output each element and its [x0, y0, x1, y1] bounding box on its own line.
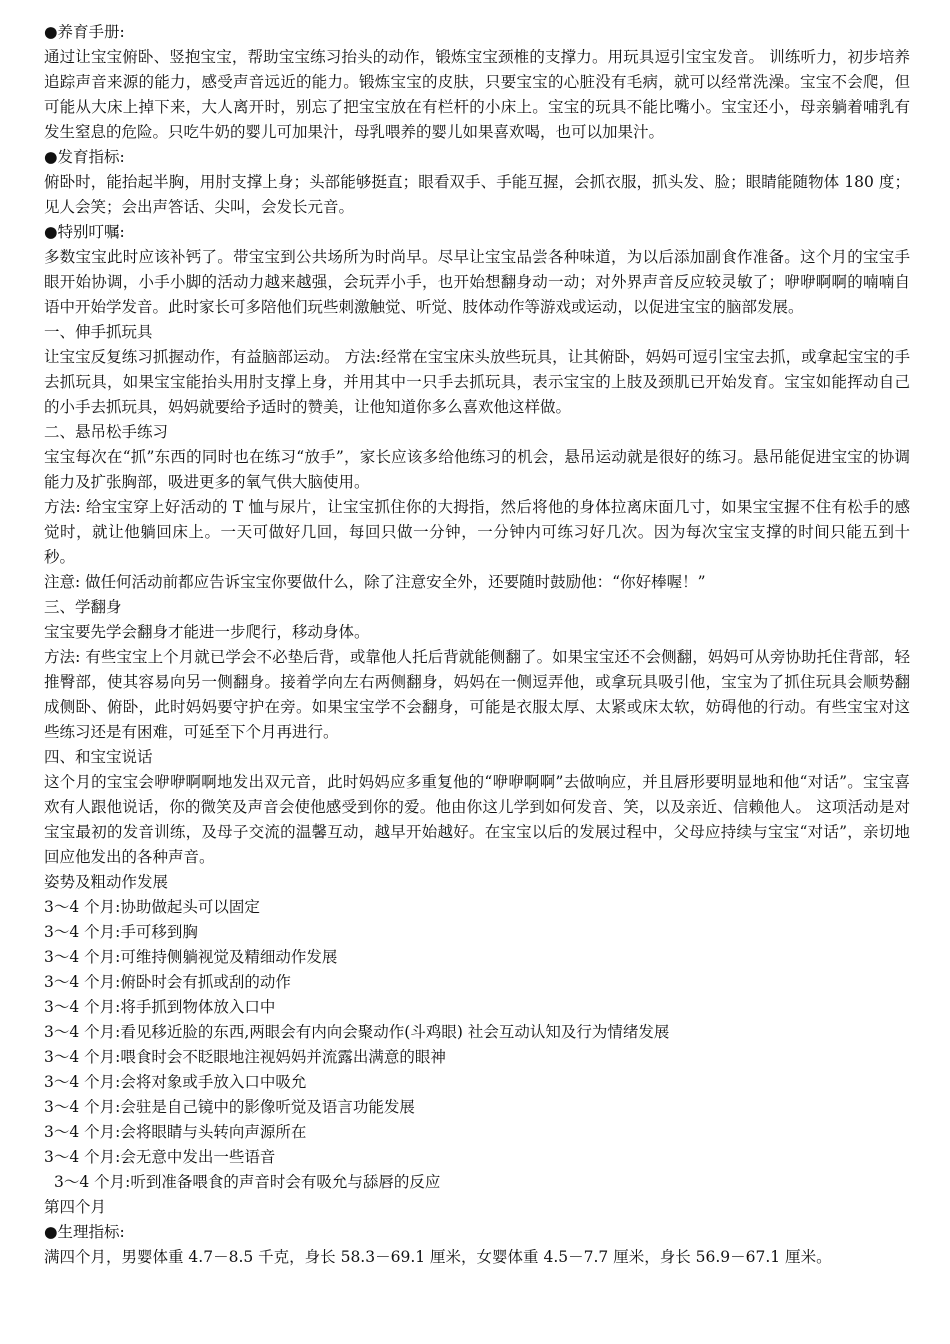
heading-posture-motor-development: 姿势及粗动作发展 [44, 873, 169, 891]
paragraph-parenting-handbook: 通过让宝宝俯卧、竖抱宝宝，帮助宝宝练习抬头的动作，锻炼宝宝颈椎的支撑力。用玩具逗引宝宝发音。 训练听力，初步培养追踪声音来源的能力，感受声音远近的能力。锻炼宝宝的皮肤，只要宝宝的心脏没有毛病，就可以经常洗澡。宝宝不会爬，但可能从大床上掉下来，大人离开时，别忘了把宝宝放在有栏杆的小床上。宝宝的玩具不能比嘴小。宝宝还小，母亲躺着哺乳有发生窒息的危险。只吃牛奶的婴儿可加果汁，母乳喂养的婴儿如果喜欢喝，也可以加果汁。 [44, 48, 910, 141]
heading-fourth-month: 第四个月 [44, 1198, 107, 1216]
paragraph-talk-with-baby: 这个月的宝宝会咿咿啊啊地发出双元音，此时妈妈应多重复他的“咿咿啊啊”去做响应，并且唇形要明显地和他“对话”。宝宝喜欢有人跟他说话，你的微笑及声音会使他感受到你的爱。他由你这儿学到如何发音、笑，以及亲近、信赖他人。 这项活动是对宝宝最初的发音训练，及母子交流的温馨互动，越早开始越好。在宝宝以后的发展过程中，父母应持续与宝宝“对话”，亲切地回应他发出的各种声音。 [44, 773, 910, 866]
list-item: 3～4 个月:会将眼睛与头转向声源所在 [44, 1123, 307, 1141]
paragraph-roll-method: 方法: 有些宝宝上个月就已学会不必垫后背，或靠他人托后背就能侧翻了。如果宝宝还不会侧翻，妈妈可从旁协助托住背部，轻推臀部，使其容易向另一侧翻身。接着学向左右两侧翻身，妈妈在一侧逗弄他，或拿玩具吸引他，宝宝为了抓住玩具会顺势翻成侧卧、俯卧，此时妈妈要守护在旁。如果宝宝学不会翻身，可能是衣服太厚、太紧或床太软，妨碍他的行动。有些宝宝对这些练习还是有困难，可延至下个月再进行。 [44, 648, 910, 741]
section-heading-physiological-indicators: ●生理指标: [44, 1223, 125, 1241]
list-item: 3～4 个月:可维持侧躺视觉及精细动作发展 [44, 948, 338, 966]
list-item: 3～4 个月:会将对象或手放入口中吸允 [44, 1073, 307, 1091]
list-item: 3～4 个月:会无意中发出一些语音 [44, 1148, 276, 1166]
section-heading-parenting-handbook: ●养育手册: [44, 23, 125, 41]
list-item: 3～4 个月:喂食时会不眨眼地注视妈妈并流露出满意的眼神 [44, 1048, 446, 1066]
heading-learn-to-roll: 三、学翻身 [44, 598, 122, 616]
section-heading-special-reminder: ●特别叮嘱: [44, 223, 125, 241]
paragraph-development-indicators: 俯卧时，能抬起半胸，用肘支撑上身；头部能够挺直；眼看双手、手能互握，会抓衣服，抓头发、脸；眼睛能随物体 180 度；见人会笑；会出声答话、尖叫，会发长元音。 [44, 173, 910, 216]
heading-hanging-release-practice: 二、悬吊松手练习 [44, 423, 169, 441]
paragraph-hanging-note: 注意: 做任何活动前都应告诉宝宝你要做什么，除了注意安全外，还要随时鼓励他：“你好棒喔！” [44, 573, 706, 591]
list-item: 3～4 个月:听到准备喂食的声音时会有吸允与舔唇的反应 [54, 1173, 441, 1191]
list-item: 3～4 个月:俯卧时会有抓或刮的动作 [44, 973, 291, 991]
heading-talk-with-baby: 四、和宝宝说话 [44, 748, 153, 766]
heading-reach-for-toys: 一、伸手抓玩具 [44, 323, 153, 341]
paragraph-hanging-intro: 宝宝每次在“抓”东西的同时也在练习“放手”，家长应该多给他练习的机会，悬吊运动就是很好的练习。悬吊能促进宝宝的协调能力及扩张胸部，吸进更多的氧气供大脑使用。 [44, 448, 910, 491]
paragraph-reach-for-toys: 让宝宝反复练习抓握动作，有益脑部运动。 方法:经常在宝宝床头放些玩具，让其俯卧，妈妈可逗引宝宝去抓，或拿起宝宝的手去抓玩具，如果宝宝能抬头用肘支撑上身，并用其中一只手去抓玩具，表示宝宝的上肢及颈肌已开始发育。宝宝如能挥动自己的小手去抓玩具，妈妈就要给予适时的赞美，让他知道你多么喜欢他这样做。 [44, 348, 910, 416]
list-item: 3～4 个月:看见移近脸的东西,两眼会有内向会聚动作(斗鸡眼) 社会互动认知及行为情绪发展 [44, 1023, 670, 1041]
paragraph-hanging-method: 方法: 给宝宝穿上好活动的 T 恤与尿片，让宝宝抓住你的大拇指，然后将他的身体拉离床面几寸，如果宝宝握不住有松手的感觉时，就让他躺回床上。一天可做好几回，每回只做一分钟，一分钟内可练习好几次。因为每次宝宝支撑的时间只能五到十秒。 [44, 498, 910, 566]
paragraph-roll-intro: 宝宝要先学会翻身才能进一步爬行，移动身体。 [44, 623, 370, 641]
document-body [44, 20, 910, 1270]
list-item: 3～4 个月:手可移到胸 [44, 923, 198, 941]
paragraph-physiological-indicators: 满四个月，男婴体重 4.7－8.5 千克，身长 58.3－69.1 厘米，女婴体重 4.5－7.7 厘米，身长 56.9－67.1 厘米。 [44, 1248, 832, 1266]
list-item: 3～4 个月:协助做起头可以固定 [44, 898, 260, 916]
list-item: 3～4 个月:会驻是自己镜中的影像听觉及语言功能发展 [44, 1098, 415, 1116]
list-item: 3～4 个月:将手抓到物体放入口中 [44, 998, 276, 1016]
paragraph-special-reminder: 多数宝宝此时应该补钙了。带宝宝到公共场所为时尚早。尽早让宝宝品尝各种味道，为以后添加副食作准备。这个月的宝宝手眼开始协调，小手小脚的活动力越来越强，会玩弄小手，也开始想翻身动一动；对外界声音反应较灵敏了；咿咿啊啊的喃喃自语中开始学发音。此时家长可多陪他们玩些刺激触觉、听觉、肢体动作等游戏或运动，以促进宝宝的脑部发展。 [44, 248, 910, 316]
section-heading-development-indicators: ●发育指标: [44, 148, 125, 166]
